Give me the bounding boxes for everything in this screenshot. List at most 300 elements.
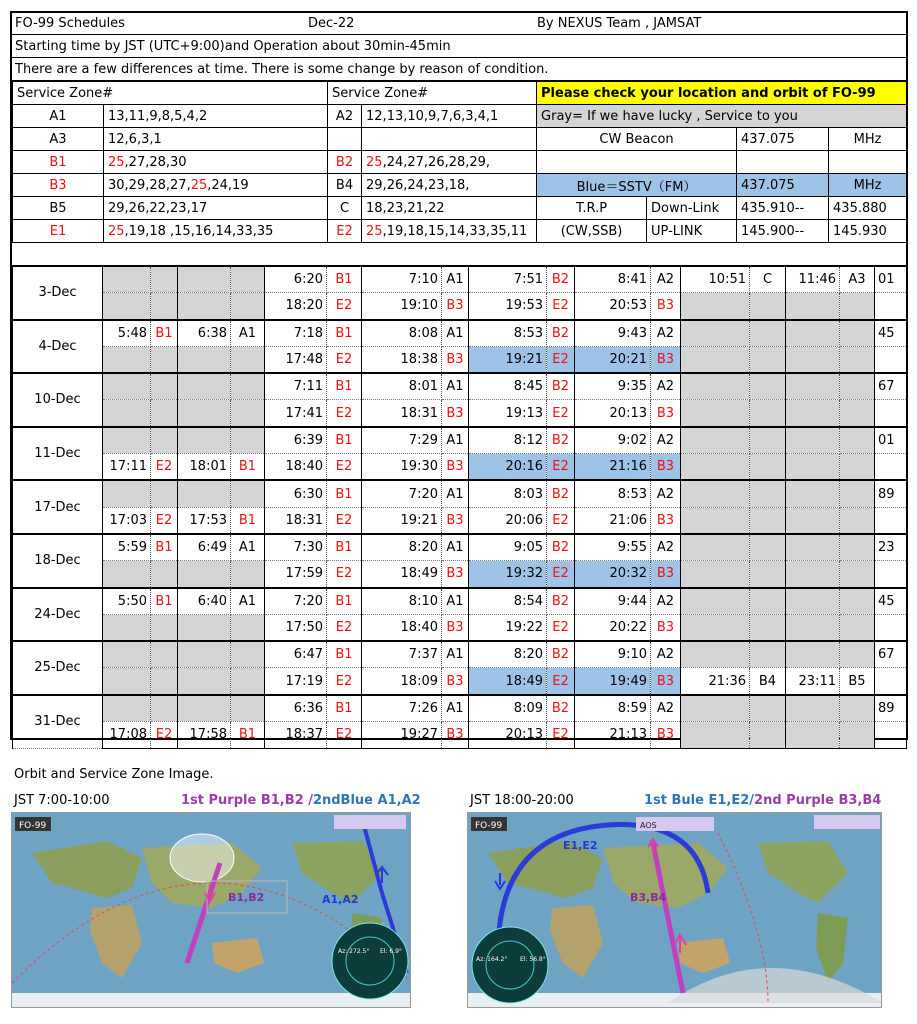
zone-label-empty [328,128,362,151]
pass-zone: B3 [651,507,681,534]
pass-time: 19:22 [469,614,547,641]
pass-zone: B2 [547,534,575,561]
zone-label-b1: B1 [13,151,104,174]
pass-zone [840,400,875,427]
orbit-notice: Please check your location and orbit of FO-99 [537,82,907,105]
pass-zone: A1 [442,641,469,668]
pass-number [875,614,907,641]
pass-time [681,722,750,749]
pass-zone: B2 [547,373,575,400]
pass-number [875,722,907,749]
pass-time: 8:53 [469,320,547,347]
zone-label-b2: B2 [328,151,362,174]
downlink-freq-1: 435.910-- [737,197,829,220]
pass-zone: B4 [750,668,786,695]
pass-time: 21:36 [681,668,750,695]
pass-time [178,641,231,668]
pass-time: 19:27 [362,722,442,749]
pass-zone [750,346,786,373]
pass-number [875,346,907,373]
pass-zone: A2 [651,320,681,347]
pass-zone [231,427,265,454]
pass-time [681,507,750,534]
label-b1b2: B1,B2 [228,891,265,904]
pass-time [786,641,840,668]
schedule-row [13,507,907,534]
pass-zone [840,480,875,507]
pass-zone: A2 [651,373,681,400]
pass-zone: B3 [442,293,469,320]
pass-zone: B1 [231,507,265,534]
pass-zone: A1 [231,534,265,561]
cwssb-label: (CW,SSB) [537,220,647,243]
pass-time: 18:09 [362,668,442,695]
pass-time [786,534,840,561]
pass-time: 20:16 [469,454,547,481]
pass-zone [840,373,875,400]
zone-list-empty [362,128,537,151]
pass-zone: A1 [442,480,469,507]
cw-beacon-freq: 437.075 [737,128,829,151]
pass-zone [151,668,178,695]
zone-list-a1: 13,11,9,8,5,4,2 [104,105,328,128]
pass-zone [840,507,875,534]
schedule-row [13,641,907,668]
pass-zone [151,346,178,373]
pass-time [178,266,231,293]
pass-time [103,480,151,507]
zone-list-b1-rest: ,27,28,30 [124,154,187,170]
schedule-row [13,293,907,320]
pass-time: 20:13 [469,722,547,749]
zone-label-e1: E1 [13,220,104,243]
pass-time: 7:29 [362,427,442,454]
pass-time [786,480,840,507]
pass-time: 11:46 [786,266,840,293]
pass-time: 7:37 [362,641,442,668]
pass-zone [750,588,786,615]
zone-list-a2: 12,13,10,9,7,6,3,4,1 [362,105,537,128]
pass-time [681,400,750,427]
pass-zone: B3 [442,561,469,588]
pass-number [875,668,907,695]
pass-time [786,320,840,347]
pass-zone: B1 [327,320,362,347]
pass-zone [231,668,265,695]
pass-zone: A1 [442,588,469,615]
pass-time: 7:20 [265,588,327,615]
pass-zone: B3 [651,293,681,320]
pass-time: 17:48 [265,346,327,373]
uplink-freq-2: 145.930 [829,220,907,243]
zone-label-b5: B5 [13,197,104,220]
pass-zone: B3 [442,454,469,481]
pass-time: 19:13 [469,400,547,427]
pass-number: 67 [875,641,907,668]
blank-cell [537,151,737,174]
pass-time: 7:20 [362,480,442,507]
pass-zone: E2 [547,454,575,481]
label-b3b4: B3,B4 [630,891,667,904]
pass-time: 23:11 [786,668,840,695]
pass-time: 20:13 [575,400,651,427]
pass-zone: B2 [547,695,575,722]
radar-az: Az: 272.5° [338,948,370,955]
pass-zone [840,427,875,454]
pass-zone: E2 [151,454,178,481]
pass-zone [151,561,178,588]
pass-time: 7:10 [362,266,442,293]
schedule-row [13,561,907,588]
zone-list-e2 [362,220,537,243]
pass-time [681,588,750,615]
pass-number [875,507,907,534]
pass-zone: B1 [231,454,265,481]
pass-time: 20:32 [575,561,651,588]
schedule-row [13,320,907,347]
pass-number: 67 [875,373,907,400]
pass-zone: C [750,266,786,293]
pass-zone: B3 [651,400,681,427]
pass-number: 45 [875,588,907,615]
zone-list-b1 [104,151,328,174]
pass-time [681,534,750,561]
right-world-map-image [468,813,882,1008]
pass-time [681,293,750,320]
pass-zone [840,320,875,347]
zone-list-e1-highlight: 25 [108,223,125,239]
schedule-title: FO-99 Schedules [15,16,125,31]
zone-list-e2-highlight: 25 [366,223,383,239]
sstv-label: Blue＝SSTV（FM） [537,174,737,197]
schedule-table [12,265,907,749]
zone-label-c: C [328,197,362,220]
pass-number [875,454,907,481]
pass-zone [840,614,875,641]
schedule-date: 3-Dec [13,266,103,320]
right-zone-header: Service Zone# [328,82,537,105]
schedule-row [13,588,907,615]
pass-time: 19:53 [469,293,547,320]
pass-time: 17:58 [178,722,231,749]
zone-label-a1: A1 [13,105,104,128]
uplink-label: UP-LINK [647,220,737,243]
zone-list-b2-rest: ,24,27,26,28,29, [382,154,491,170]
pass-time: 10:51 [681,266,750,293]
pass-zone [231,561,265,588]
pass-time [681,346,750,373]
schedule-row [13,480,907,507]
pass-time: 20:21 [575,346,651,373]
pass-zone: A2 [651,695,681,722]
zone-list-b3 [104,174,328,197]
pass-zone [151,614,178,641]
pass-zone: B2 [547,320,575,347]
timing-note: Starting time by JST (UTC+9:00)and Operation about 30min-45min [15,39,451,54]
pass-time: 18:31 [265,507,327,534]
pass-zone: E2 [547,400,575,427]
uplink-freq-1: 145.900-- [737,220,829,243]
schedule-row [13,346,907,373]
pass-time: 18:49 [362,561,442,588]
label-a1a2: A1,A2 [322,893,359,906]
pass-zone: A2 [651,480,681,507]
pass-time: 5:50 [103,588,151,615]
pass-zone [840,561,875,588]
pass-zone: B3 [651,454,681,481]
pass-zone [750,293,786,320]
pass-zone: A1 [442,695,469,722]
schedule-row [13,266,907,293]
pass-zone: E2 [547,668,575,695]
pass-time: 6:49 [178,534,231,561]
pass-time [786,427,840,454]
zone-list-b5: 29,26,22,23,17 [104,197,328,220]
schedule-date: 18-Dec [13,534,103,588]
pass-zone: A2 [651,266,681,293]
pass-time [681,320,750,347]
schedule-date: 31-Dec [13,695,103,749]
pass-zone [750,641,786,668]
pass-time: 7:18 [265,320,327,347]
pass-time: 18:40 [362,614,442,641]
pass-time: 19:21 [362,507,442,534]
pass-time: 6:38 [178,320,231,347]
pass-zone: B1 [327,641,362,668]
pass-time: 6:20 [265,266,327,293]
pass-time [786,293,840,320]
pass-zone: A1 [442,320,469,347]
pass-zone [750,427,786,454]
pass-zone: B3 [651,561,681,588]
zone-label-a2: A2 [328,105,362,128]
pass-zone: B3 [442,668,469,695]
pass-zone: E2 [547,722,575,749]
pass-zone [840,695,875,722]
pass-time: 8:20 [469,641,547,668]
pass-zone [151,695,178,722]
zone-list-e1-rest: ,19,18 ,15,16,14,33,35 [124,223,274,239]
right-map-legend [644,793,881,808]
zone-list-b2-highlight: 25 [366,154,383,170]
pass-zone [151,373,178,400]
cw-beacon-label: CW Beacon [537,128,737,151]
schedule-frame [10,11,908,743]
pass-zone: E2 [547,507,575,534]
pass-zone [750,534,786,561]
pass-zone [840,346,875,373]
pass-zone: E2 [327,293,362,320]
pass-zone [840,588,875,615]
pass-zone: E2 [327,668,362,695]
radar-el: El: 6.9° [380,948,402,955]
schedule-body [13,266,907,748]
zone-list-b2 [362,151,537,174]
pass-zone: E2 [327,561,362,588]
zone-list-b3-head: 30,29,28,27, [108,177,191,193]
pass-zone [840,454,875,481]
legend-swatch [334,815,406,829]
pass-zone [231,346,265,373]
header-row-title [12,13,906,35]
pass-time: 8:12 [469,427,547,454]
pass-time: 8:45 [469,373,547,400]
pass-time [178,561,231,588]
pass-time: 9:43 [575,320,651,347]
pass-zone: B1 [327,427,362,454]
pass-time [681,561,750,588]
pass-time [103,695,151,722]
pass-zone: E2 [327,614,362,641]
pass-zone [750,400,786,427]
pass-time: 18:31 [362,400,442,427]
pass-time: 19:21 [469,346,547,373]
pass-number: 89 [875,480,907,507]
pass-time [178,346,231,373]
team-credit: By NEXUS Team , JAMSAT [537,16,702,31]
zone-list-b1-highlight: 25 [108,154,125,170]
zone-list-b3-highlight: 25 [190,177,208,193]
pass-time: 7:11 [265,373,327,400]
pass-time: 18:20 [265,293,327,320]
pass-zone [151,293,178,320]
pass-zone: B3 [442,614,469,641]
schedule-date: 17-Dec [13,480,103,534]
pass-zone: E2 [327,346,362,373]
pass-zone: A1 [442,427,469,454]
pass-zone: B3 [651,722,681,749]
pass-time: 8:10 [362,588,442,615]
pass-time: 8:08 [362,320,442,347]
pass-zone: B1 [151,320,178,347]
pass-time: 8:59 [575,695,651,722]
pass-zone: B1 [151,588,178,615]
pass-time: 9:55 [575,534,651,561]
sstv-freq: 437.075 [737,174,829,197]
left-zone-header: Service Zone# [13,82,328,105]
schedule-date: 4-Dec [13,320,103,374]
schedule-row [13,722,907,749]
pass-zone: E2 [547,293,575,320]
pass-time [178,427,231,454]
radar-el: El: 56.8° [520,956,546,963]
pass-time [786,614,840,641]
pass-zone [750,373,786,400]
zone-list-b4: 29,26,24,23,18, [362,174,537,197]
pass-number [875,561,907,588]
pass-time: 6:47 [265,641,327,668]
pass-time: 5:59 [103,534,151,561]
pass-number [875,400,907,427]
pass-time: 20:22 [575,614,651,641]
pass-time [786,373,840,400]
footprint-circle [170,834,234,882]
pass-number: 01 [875,266,907,293]
pass-time [681,427,750,454]
gray-note: Gray= If we have lucky , Service to you [537,105,907,128]
pass-time: 21:16 [575,454,651,481]
right-legend-blue: 1st Bule E1,E2/ [644,793,755,808]
pass-time: 9:02 [575,427,651,454]
zone-label-b3: B3 [13,174,104,197]
pass-zone: A1 [442,373,469,400]
pass-zone: B2 [547,588,575,615]
pass-zone: B3 [442,400,469,427]
pass-time: 17:11 [103,454,151,481]
pass-time [786,400,840,427]
left-world-map-image [12,813,411,1008]
pass-zone: B2 [547,266,575,293]
pass-zone: B2 [547,480,575,507]
pass-time [786,561,840,588]
pass-number: 23 [875,534,907,561]
schedule-date: 25-Dec [13,641,103,695]
zone-list-e1 [104,220,328,243]
schedule-row [13,668,907,695]
pass-time [681,454,750,481]
pass-time: 7:51 [469,266,547,293]
right-orbit-map [467,812,882,1008]
pass-zone [151,427,178,454]
pass-time [103,614,151,641]
schedule-month: Dec-22 [308,16,355,31]
pass-zone: A1 [442,534,469,561]
pass-time [681,614,750,641]
pass-time: 19:10 [362,293,442,320]
pass-zone [231,373,265,400]
downlink-label: Down-Link [647,197,737,220]
pass-time [681,641,750,668]
pass-time: 9:10 [575,641,651,668]
pass-time: 19:32 [469,561,547,588]
pass-zone: B3 [442,722,469,749]
pass-number: 89 [875,695,907,722]
pass-time [786,588,840,615]
pass-zone: B2 [547,427,575,454]
right-map-time: JST 18:00-20:00 [470,793,574,808]
pass-time: 8:53 [575,480,651,507]
pass-time [103,668,151,695]
pass-number: 01 [875,427,907,454]
pass-zone [151,480,178,507]
service-zone-table [12,81,907,243]
schedule-row [13,614,907,641]
pass-time [103,641,151,668]
schedule-row [13,534,907,561]
zone-label-a3: A3 [13,128,104,151]
pass-zone: E2 [151,722,178,749]
pass-time [178,373,231,400]
cw-beacon-unit: MHz [829,128,907,151]
pass-zone: B3 [651,346,681,373]
pass-zone: A1 [231,320,265,347]
pass-zone: E2 [547,614,575,641]
pass-time: 18:01 [178,454,231,481]
trp-label: T.R.P [537,197,647,220]
pass-zone [231,695,265,722]
header-row-condition [12,59,906,81]
pass-zone: E2 [327,722,362,749]
pass-zone: B3 [651,668,681,695]
pass-time: 17:50 [265,614,327,641]
pass-zone: E2 [547,346,575,373]
pass-zone: E2 [327,400,362,427]
pass-zone [840,641,875,668]
pass-zone: B1 [327,266,362,293]
pass-time: 20:06 [469,507,547,534]
pass-time [786,507,840,534]
radar-dish-icon [332,923,408,999]
